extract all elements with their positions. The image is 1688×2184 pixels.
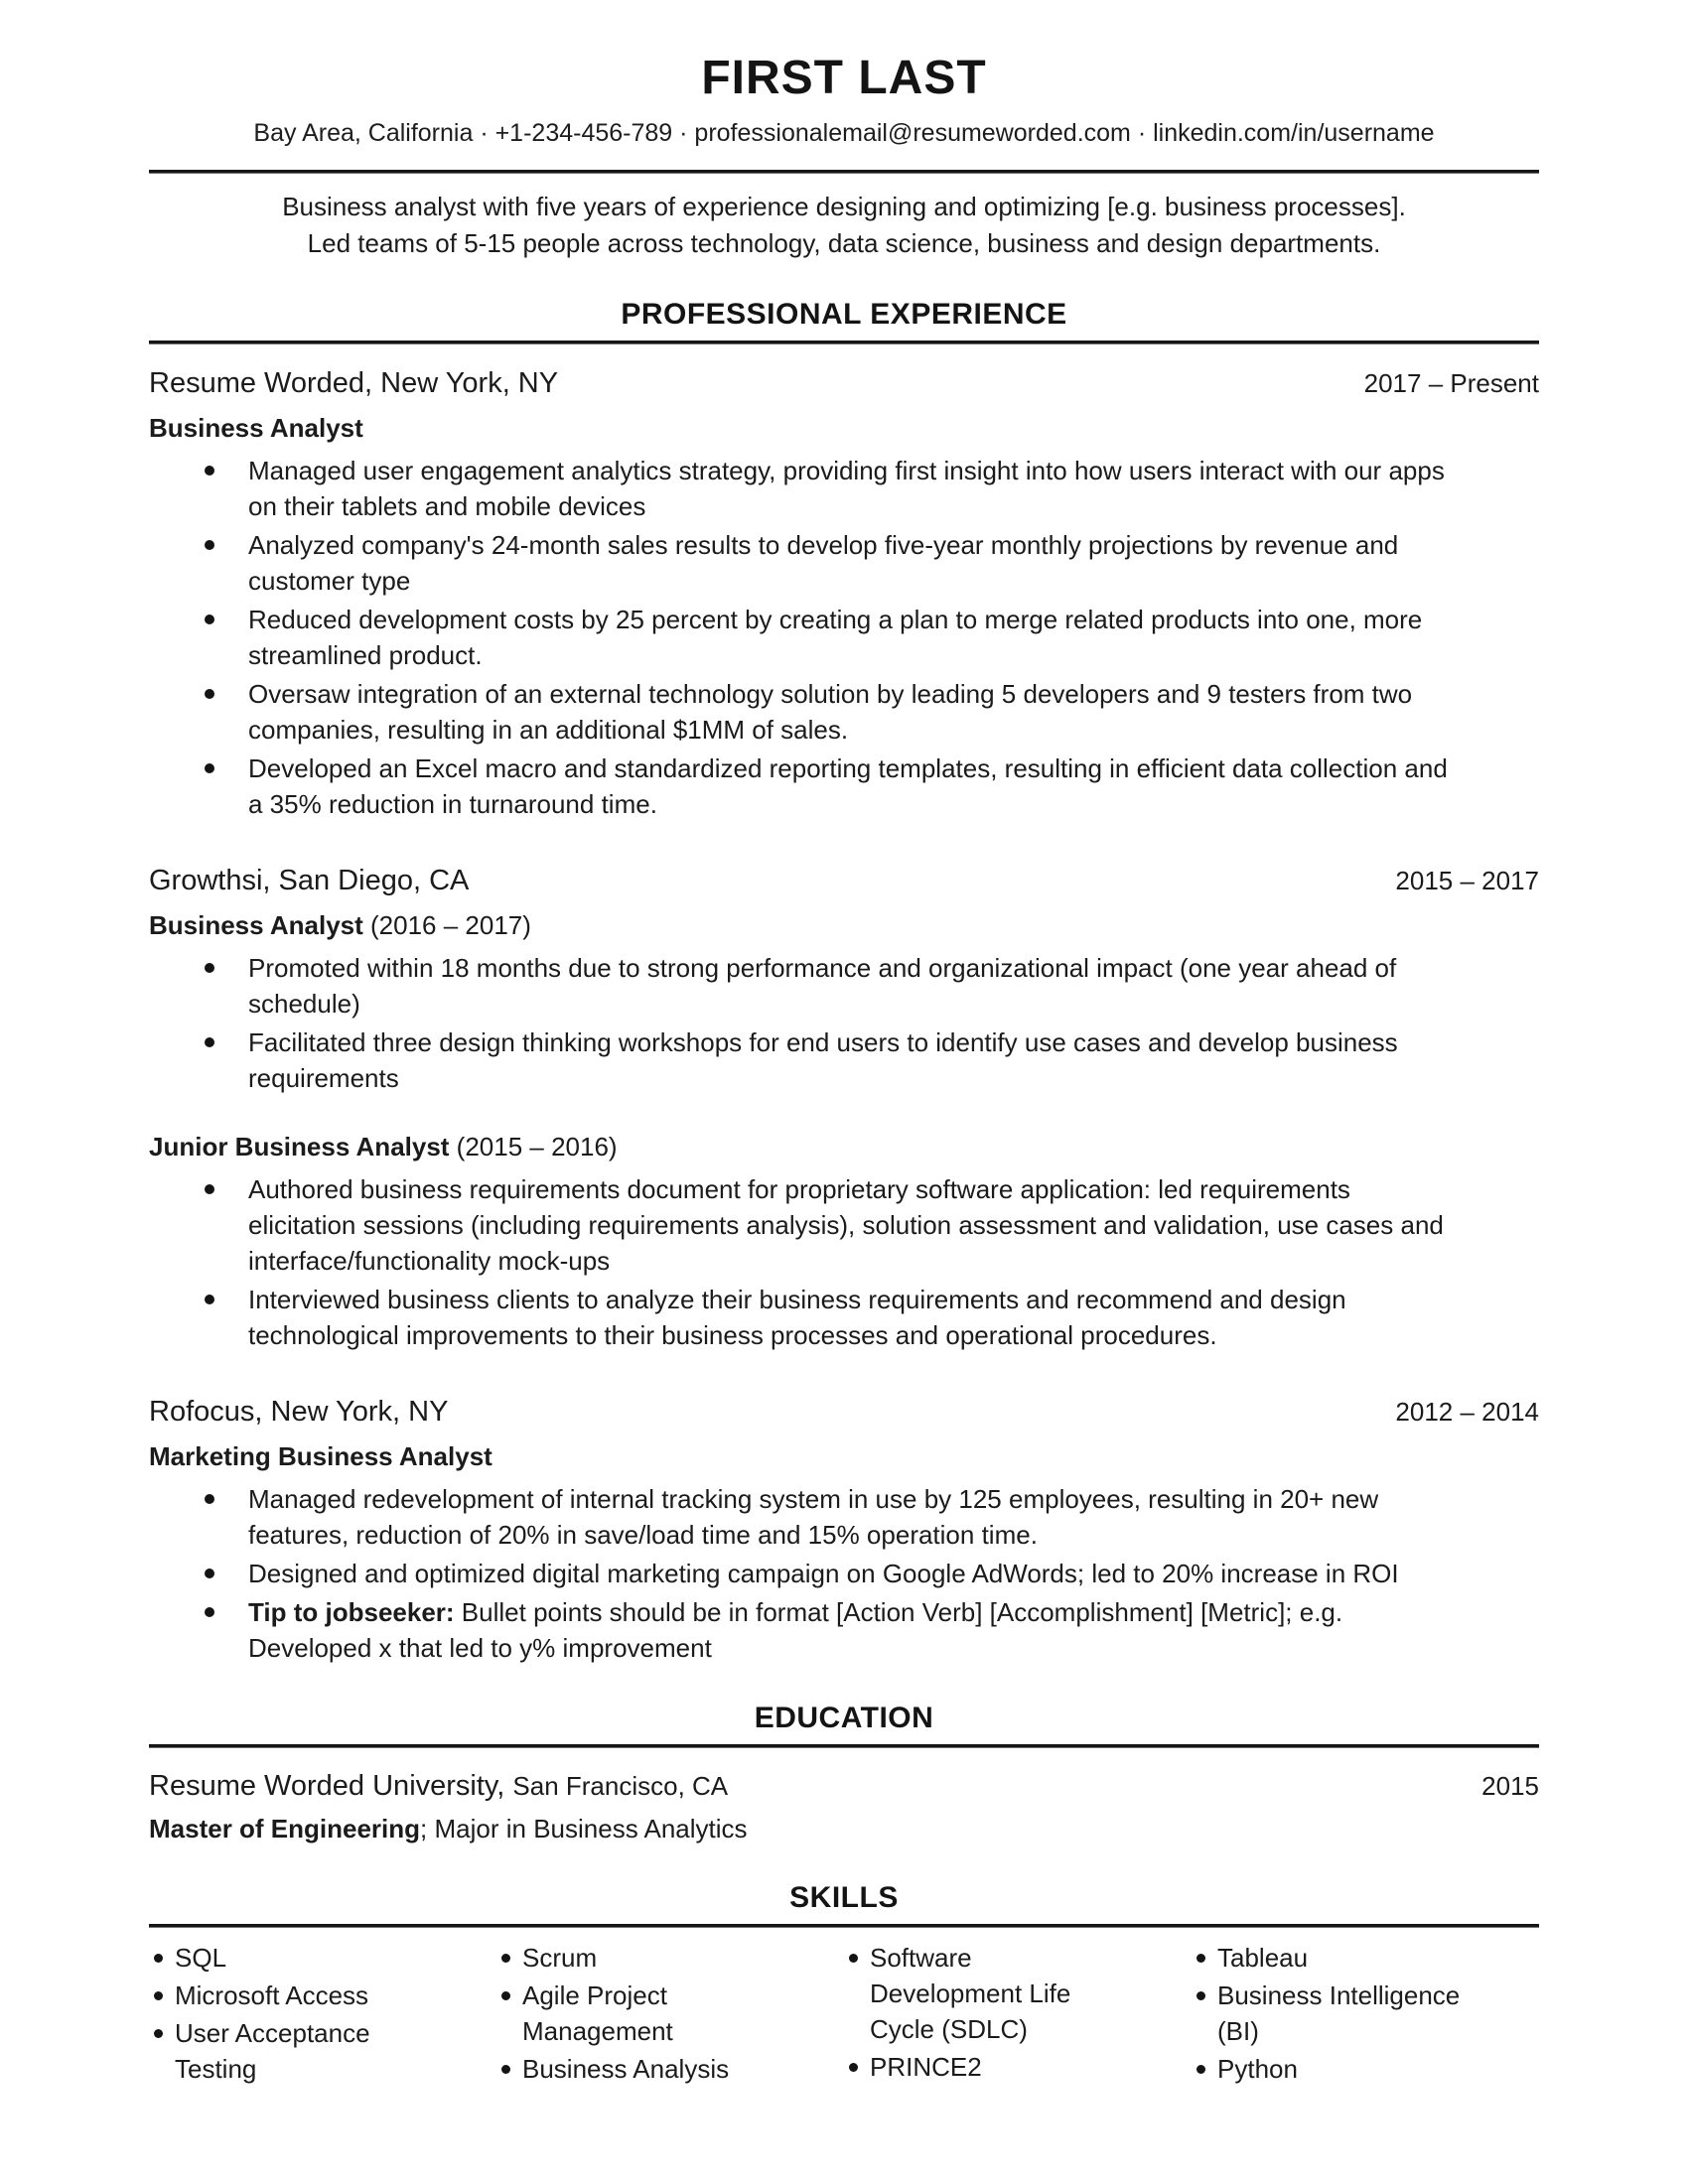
job-title: Business Analyst <box>149 412 363 443</box>
skill-item: Agile Project Management <box>496 1978 767 2049</box>
company-dates: 2017 – Present <box>1363 367 1539 398</box>
bullet-item: Interviewed business clients to analyze their business requirements and recommend and design technological improvements to their business processes and operational procedures. <box>248 1282 1455 1353</box>
bullet-list <box>248 453 1539 822</box>
skill-item: Microsoft Access <box>149 1978 419 2013</box>
skill-item: Business Analysis <box>496 2051 767 2087</box>
bullet-list <box>248 950 1539 1096</box>
section-title-education: EDUCATION <box>754 1702 934 1735</box>
section-title-skills: SKILLS <box>789 1881 899 1915</box>
skills-grid <box>149 1940 1539 2089</box>
experience-divider <box>149 341 1539 344</box>
bullet-item: Facilitated three design thinking workshops for end users to identify use cases and develop business requirements <box>248 1024 1455 1096</box>
skill-item: PRINCE2 <box>844 2049 1114 2085</box>
company-name: Growthsi, San Diego, CA <box>149 864 470 896</box>
tip-text: Bullet points should be in format [Action Verb] [Accomplishment] [Metric]; e.g. Developed x that led to y% improvement <box>248 1597 1343 1664</box>
skill-item: Software Development Life Cycle (SDLC) <box>844 1940 1114 2047</box>
job-title: Business Analyst (2016 – 2017) <box>149 909 531 940</box>
company-dates: 2012 – 2014 <box>1395 1397 1539 1428</box>
company-row <box>149 366 1539 401</box>
bullet-list <box>248 1171 1539 1353</box>
company-dates: 2015 – 2017 <box>1395 865 1539 895</box>
skills-column-1 <box>149 1940 496 2089</box>
header-divider <box>149 170 1539 174</box>
skills-column-4 <box>1192 1940 1539 2089</box>
school-name: Resume Worded University, San Francisco, CA <box>149 1769 729 1802</box>
summary-line-2: Led teams of 5-15 people across technology, data science, business and design departments. <box>307 228 1381 259</box>
bullet-item: Managed redevelopment of internal tracking system in use by 125 employees, resulting in 20+ new features, reduction of 20% in save/load time and 15% operation time. <box>248 1481 1455 1553</box>
contact-line: Bay Area, California · +1-234-456-789 · professionalemail@resumeworded.com · linkedin.com/in/username <box>253 119 1435 148</box>
tip-lead: Tip to jobseeker: <box>248 1597 455 1628</box>
company-name: Rofocus, New York, NY <box>149 1396 449 1429</box>
job-title: Marketing Business Analyst <box>149 1440 492 1471</box>
skills-column-3 <box>844 1940 1192 2089</box>
bullet-item-tip <box>248 1594 1455 1666</box>
company-row <box>149 864 1539 898</box>
skills-divider <box>149 1924 1539 1928</box>
experience-entry-growthsi <box>149 864 1539 1353</box>
job-title: Junior Business Analyst (2015 – 2016) <box>149 1131 618 1161</box>
skill-item: Tableau <box>1192 1940 1462 1976</box>
role-business-analyst <box>149 910 1539 1096</box>
education-divider <box>149 1744 1539 1748</box>
summary-line-1: Business analyst with five years of experience designing and optimizing [e.g. business processes]. <box>282 192 1406 222</box>
role-marketing-business-analyst <box>149 1441 1539 1666</box>
bullet-item: Reduced development costs by 25 percent by creating a plan to merge related products into one, more streamlined product. <box>248 602 1455 673</box>
bullet-item: Analyzed company's 24-month sales results to develop five-year monthly projections by revenue and customer type <box>248 527 1455 599</box>
section-title-experience: PROFESSIONAL EXPERIENCE <box>621 298 1067 332</box>
skill-item: SQL <box>149 1940 419 1976</box>
experience-entry-rofocus <box>149 1395 1539 1666</box>
school-location: San Francisco, CA <box>512 1770 729 1801</box>
bullet-item: Managed user engagement analytics strategy, providing first insight into how users interact with our apps on their tablets and mobile devices <box>248 453 1455 524</box>
bullet-item: Authored business requirements document for proprietary software application: led requirements elicitation sessions (including requirements analysis), solution assessment and validation, use cases and interface/functionality mock-ups <box>248 1171 1455 1279</box>
summary <box>149 189 1539 262</box>
skill-item: Python <box>1192 2051 1462 2087</box>
degree-line: Master of Engineering; Major in Business Analytics <box>149 1813 748 1843</box>
bullet-item: Promoted within 18 months due to strong performance and organizational impact (one year ahead of schedule) <box>248 950 1455 1022</box>
bullet-item: Oversaw integration of an external technology solution by leading 5 developers and 9 testers from two companies, resulting in an additional $1MM of sales. <box>248 676 1455 748</box>
role-junior-business-analyst <box>149 1132 1539 1353</box>
skill-item: Scrum <box>496 1940 767 1976</box>
education-dates: 2015 <box>1481 1770 1539 1801</box>
education-entry <box>149 1770 1539 1846</box>
bullet-item: Developed an Excel macro and standardized reporting templates, resulting in efficient data collection and a 35% reduction in turnaround time. <box>248 751 1455 822</box>
skill-item: User Acceptance Testing <box>149 2015 419 2087</box>
company-row <box>149 1395 1539 1430</box>
bullet-item: Designed and optimized digital marketing campaign on Google AdWords; led to 20% increase in ROI <box>248 1556 1455 1591</box>
education-row <box>149 1770 1539 1803</box>
company-name: Resume Worded, New York, NY <box>149 366 559 399</box>
skills-column-2 <box>496 1940 844 2089</box>
experience-entry-resume-worded <box>149 366 1539 822</box>
role-business-analyst <box>149 413 1539 822</box>
bullet-list <box>248 1481 1539 1666</box>
skill-item: Business Intelligence (BI) <box>1192 1978 1462 2049</box>
person-name: FIRST LAST <box>701 52 987 104</box>
